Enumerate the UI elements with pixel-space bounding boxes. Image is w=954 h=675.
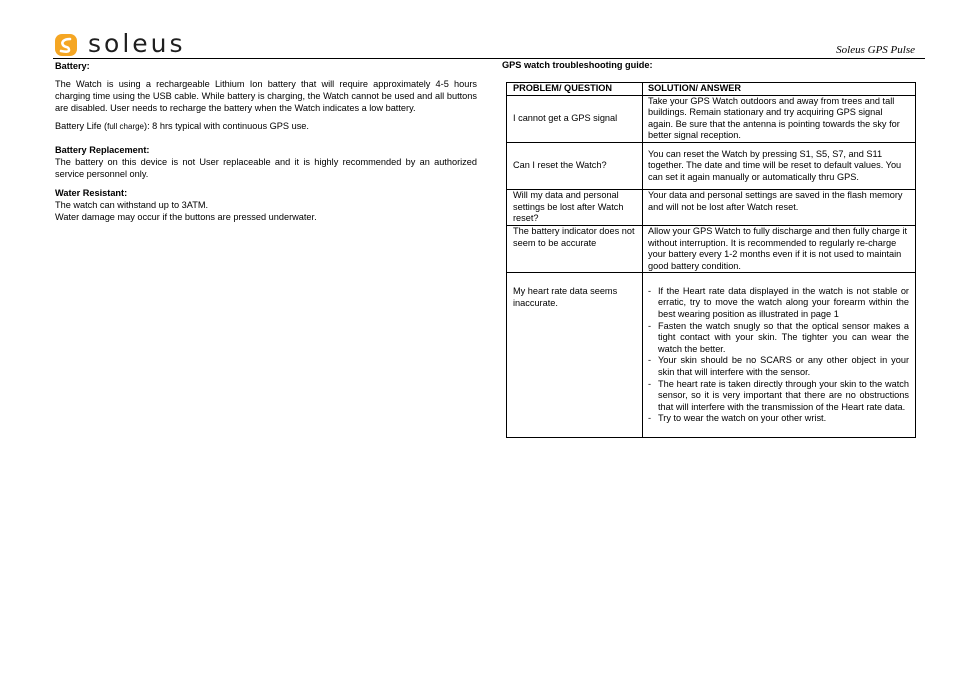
solution-cell: Allow your GPS Watch to fully discharge and then fully charge it without interruption. It is recommended to regularly re-charge your battery every 1-2 months even if it is not used to maintain good battery condition.: [643, 225, 916, 272]
header-divider: [53, 58, 925, 59]
problem-cell: The battery indicator does not seem to be accurate: [507, 225, 643, 272]
troubleshooting-table: [506, 82, 916, 438]
list-item: - Fasten the watch snugly so that the optical sensor makes a tight contact with your skin. The tighter you can wear the watch the better.: [648, 321, 909, 356]
list-item: - If the Heart rate data displayed in the watch is not stable or erratic, try to move the watch along your forearm within the best wearing position as illustrated in page 1: [648, 286, 909, 321]
problem-cell: Can I reset the Watch?: [507, 142, 643, 189]
table-row: [507, 273, 916, 438]
left-column: [55, 60, 477, 223]
water-heading: Water Resistant:: [55, 188, 128, 198]
col-problem-header: PROBLEM/ QUESTION: [507, 83, 643, 96]
water-line-1: The watch can withstand up to 3ATM.: [55, 200, 209, 210]
problem-cell: I cannot get a GPS signal: [507, 95, 643, 142]
table-row: [507, 142, 916, 189]
product-name: Soleus GPS Pulse: [836, 44, 915, 56]
guide-title: GPS watch troubleshooting guide:: [502, 60, 653, 70]
list-item: - Your skin should be no SCARS or any other object in your skin that will interfere with the sensor.: [648, 355, 909, 378]
brand-wordmark: soleus: [88, 29, 186, 58]
battery-text: The Watch is using a rechargeable Lithium Ion battery that will require approximately 4-5 hours charging time using the USB cable. While battery is charging, the Watch cannot be used and all buttons are disabled. User needs to recharge the battery when the Watch indicates a low battery.: [55, 79, 477, 113]
solution-cell: [643, 273, 916, 438]
col-solution-header: SOLUTION/ ANSWER: [643, 83, 916, 96]
solution-cell: You can reset the Watch by pressing S1, S5, S7, and S11 together. The date and time will be reset to default values. You can set it again manually or automatically thru GPS.: [643, 142, 916, 189]
battery-life-small: full charge: [107, 122, 145, 131]
table-row: [507, 95, 916, 142]
replacement-heading: Battery Replacement:: [55, 145, 150, 155]
table-header-row: [507, 83, 916, 96]
page-header: [0, 0, 954, 60]
problem-cell: Will my data and personal settings be lost after Watch reset?: [507, 189, 643, 225]
battery-life: [55, 120, 477, 133]
battery-life-label: Battery Life (: [55, 121, 108, 131]
replacement-text: The battery on this device is not User replaceable and it is highly recommended by an authorized service personnel only.: [55, 157, 477, 179]
water-line-2: Water damage may occur if the buttons are pressed underwater.: [55, 212, 317, 222]
battery-life-value: ): 8 hrs typical with continuous GPS use.: [144, 121, 309, 131]
table-row: [507, 189, 916, 225]
list-item: - Try to wear the watch on your other wrist.: [648, 413, 909, 425]
problem-cell: My heart rate data seems inaccurate.: [507, 273, 643, 438]
heart-rate-tips: [648, 286, 909, 425]
list-item: - The heart rate is taken directly through your skin to the watch sensor, so it is very important that there are no obstructions that will interfere with the transmission of the Heart rate data.: [648, 379, 909, 414]
table-row: [507, 225, 916, 272]
battery-heading: Battery:: [55, 61, 90, 71]
solution-cell: Take your GPS Watch outdoors and away from trees and tall buildings. Remain stationary and try acquiring GPS signal again. Be sure that the antenna is pointing towards the sky for better signal reception.: [643, 95, 916, 142]
solution-cell: Your data and personal settings are saved in the flash memory and will not be lost after Watch reset.: [643, 189, 916, 225]
